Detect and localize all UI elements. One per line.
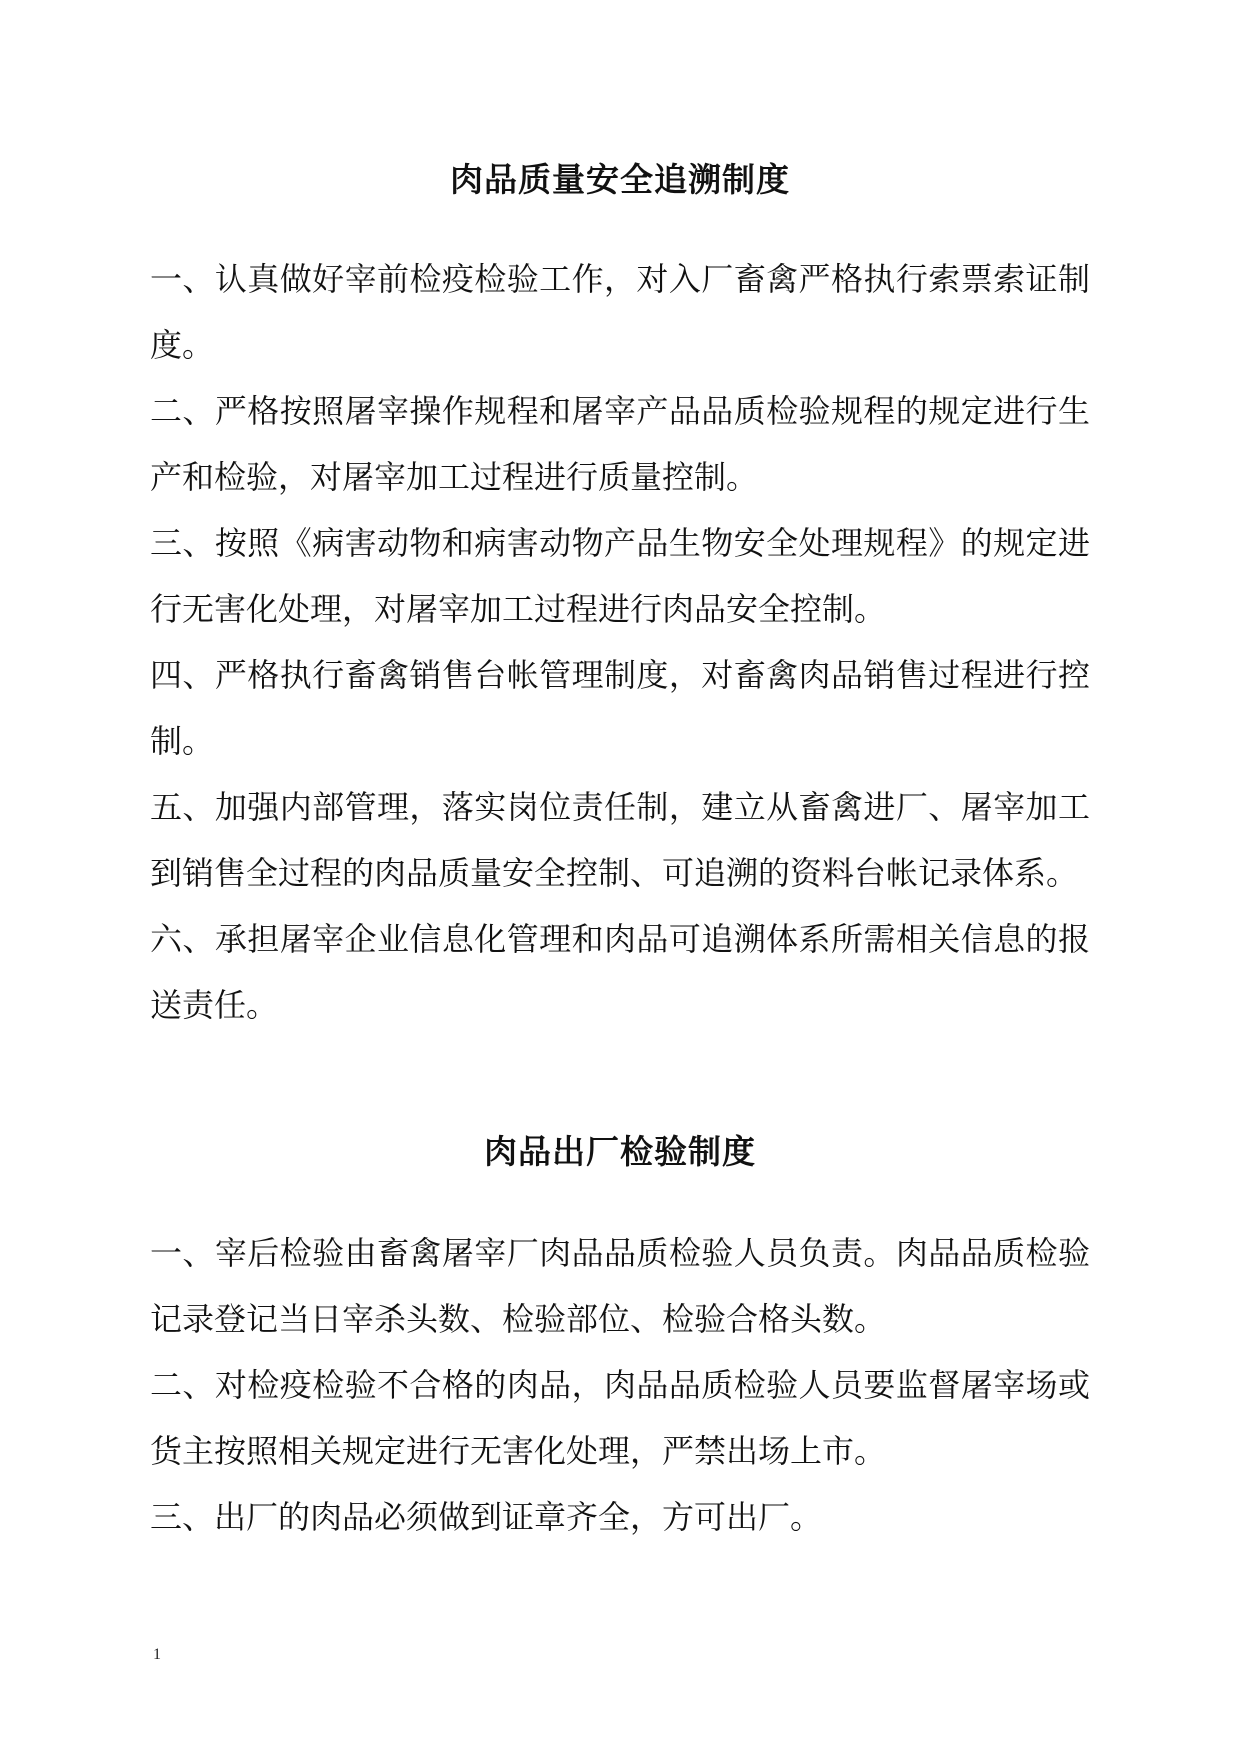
paragraph: 一、认真做好宰前检疫检验工作，对入厂畜禽严格执行索票索证制度。 (150, 260, 1090, 364)
paragraph: 三、按照《病害动物和病害动物产品生物安全处理规程》的规定进行无害化处理，对屠宰加工过程进行肉品安全控制。 (150, 524, 1090, 628)
paragraph: 六、承担屠宰企业信息化管理和肉品可追溯体系所需相关信息的报送责任。 (150, 920, 1090, 1024)
section-traceability (150, 160, 1090, 1038)
paragraph: 三、出厂的肉品必须做到证章齐全，方可出厂。 (150, 1498, 823, 1536)
page-number: 1 (153, 1646, 161, 1663)
paragraph: 四、严格执行畜禽销售台帐管理制度，对畜禽肉品销售过程进行控制。 (150, 656, 1090, 760)
paragraph: 二、对检疫检验不合格的肉品，肉品品质检验人员要监督屠宰场或货主按照相关规定进行无害化处理，严禁出场上市。 (150, 1366, 1090, 1470)
paragraph: 二、严格按照屠宰操作规程和屠宰产品品质检验规程的规定进行生产和检验，对屠宰加工过程进行质量控制。 (150, 392, 1090, 496)
paragraph: 一、宰后检验由畜禽屠宰厂肉品品质检验人员负责。肉品品质检验记录登记当日宰杀头数、检验部位、检验合格头数。 (150, 1234, 1090, 1338)
paragraph: 五、加强内部管理，落实岗位责任制，建立从畜禽进厂、屠宰加工到销售全过程的肉品质量安全控制、可追溯的资料台帐记录体系。 (150, 788, 1090, 892)
section-inspection (150, 1132, 1090, 1550)
section-title: 肉品质量安全追溯制度 (450, 160, 790, 199)
section-title: 肉品出厂检验制度 (484, 1132, 756, 1171)
